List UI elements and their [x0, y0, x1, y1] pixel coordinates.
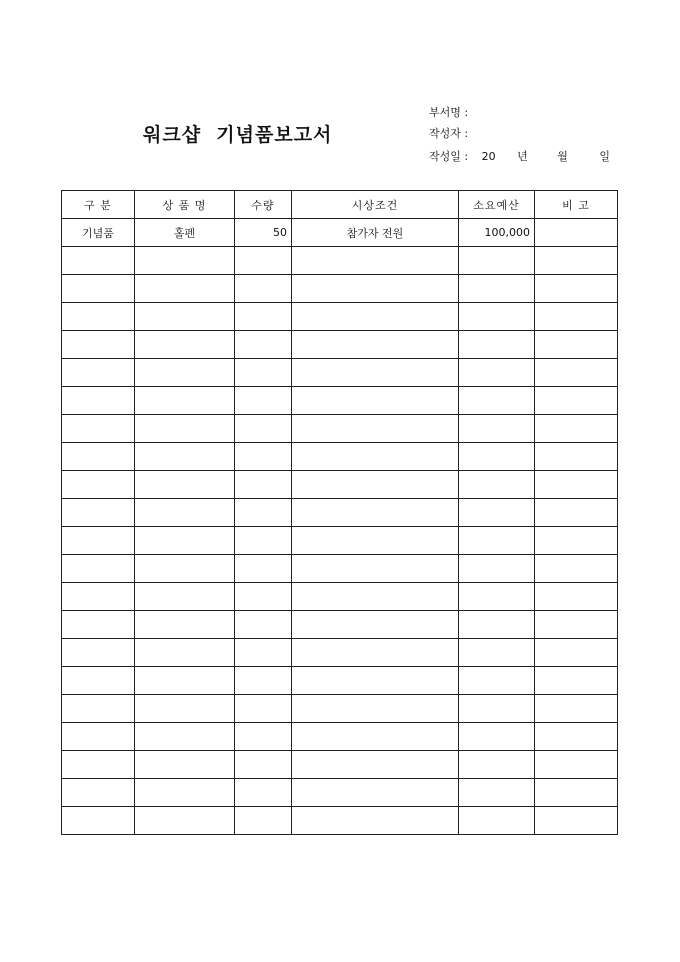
table-row: [62, 387, 618, 415]
cell-item-name[interactable]: [135, 639, 235, 667]
table-row: [62, 247, 618, 275]
cell-budget[interactable]: [459, 723, 535, 751]
cell-item-name[interactable]: [135, 247, 235, 275]
cell-remarks[interactable]: [535, 247, 618, 275]
cell-budget[interactable]: [459, 443, 535, 471]
cell-item-name[interactable]: [135, 583, 235, 611]
header-budget: 소요예산: [459, 191, 535, 219]
cell-quantity[interactable]: [235, 751, 292, 779]
cell-award-condition[interactable]: [292, 807, 459, 835]
department-field: [429, 104, 468, 120]
cell-category[interactable]: [62, 387, 135, 415]
cell-remarks[interactable]: [535, 779, 618, 807]
cell-quantity[interactable]: [235, 639, 292, 667]
cell-quantity[interactable]: 50: [235, 219, 292, 247]
cell-quantity[interactable]: [235, 779, 292, 807]
cell-category[interactable]: [62, 471, 135, 499]
cell-budget[interactable]: [459, 583, 535, 611]
cell-category[interactable]: [62, 723, 135, 751]
cell-item-name[interactable]: [135, 667, 235, 695]
table-row: [62, 275, 618, 303]
cell-remarks[interactable]: [535, 471, 618, 499]
cell-remarks[interactable]: [535, 695, 618, 723]
gift-report-table: [61, 190, 618, 835]
cell-item-name[interactable]: [135, 695, 235, 723]
cell-category[interactable]: [62, 555, 135, 583]
table-row: [62, 443, 618, 471]
cell-award-condition[interactable]: [292, 555, 459, 583]
cell-quantity[interactable]: [235, 471, 292, 499]
table-row: [62, 415, 618, 443]
cell-category[interactable]: [62, 695, 135, 723]
cell-category[interactable]: [62, 527, 135, 555]
table-row: [62, 555, 618, 583]
table-row: [62, 751, 618, 779]
table-row: [62, 499, 618, 527]
table-row: [62, 667, 618, 695]
date-month-unit: 월: [557, 150, 568, 163]
table-row: [62, 583, 618, 611]
header-quantity: 수량: [235, 191, 292, 219]
date-year-prefix: 20: [481, 150, 496, 163]
cell-quantity[interactable]: [235, 555, 292, 583]
table-header-row: [62, 191, 618, 219]
cell-quantity[interactable]: [235, 667, 292, 695]
cell-remarks[interactable]: [535, 275, 618, 303]
cell-award-condition[interactable]: [292, 443, 459, 471]
cell-award-condition[interactable]: [292, 247, 459, 275]
cell-budget[interactable]: [459, 387, 535, 415]
cell-remarks[interactable]: [535, 639, 618, 667]
date-field: [429, 148, 610, 164]
table-row: [62, 639, 618, 667]
cell-budget[interactable]: [459, 639, 535, 667]
cell-budget[interactable]: [459, 555, 535, 583]
cell-item-name[interactable]: [135, 331, 235, 359]
cell-quantity[interactable]: [235, 695, 292, 723]
cell-category[interactable]: [62, 303, 135, 331]
cell-quantity[interactable]: [235, 499, 292, 527]
cell-quantity[interactable]: [235, 247, 292, 275]
cell-budget[interactable]: [459, 359, 535, 387]
cell-budget[interactable]: [459, 695, 535, 723]
cell-budget[interactable]: [459, 779, 535, 807]
cell-award-condition[interactable]: [292, 779, 459, 807]
cell-budget[interactable]: [459, 331, 535, 359]
table-row: [62, 695, 618, 723]
cell-award-condition[interactable]: 참가자 전원: [292, 219, 459, 247]
cell-quantity[interactable]: [235, 331, 292, 359]
cell-category[interactable]: 기념품: [62, 219, 135, 247]
cell-category[interactable]: [62, 499, 135, 527]
cell-item-name[interactable]: [135, 555, 235, 583]
table-row: [62, 359, 618, 387]
cell-category[interactable]: [62, 611, 135, 639]
cell-budget[interactable]: [459, 527, 535, 555]
table-row: [62, 611, 618, 639]
document-title: 워크샵 기념품보고서: [143, 124, 333, 146]
cell-item-name[interactable]: [135, 415, 235, 443]
cell-remarks[interactable]: [535, 387, 618, 415]
cell-quantity[interactable]: [235, 359, 292, 387]
cell-category[interactable]: [62, 667, 135, 695]
cell-budget[interactable]: [459, 415, 535, 443]
table-body: [62, 219, 618, 835]
cell-award-condition[interactable]: [292, 303, 459, 331]
cell-remarks[interactable]: [535, 667, 618, 695]
cell-remarks[interactable]: [535, 555, 618, 583]
cell-category[interactable]: [62, 331, 135, 359]
cell-item-name[interactable]: [135, 807, 235, 835]
header-remarks: 비 고: [535, 191, 618, 219]
table-row: [62, 219, 618, 247]
cell-item-name[interactable]: [135, 471, 235, 499]
cell-award-condition[interactable]: [292, 499, 459, 527]
cell-item-name[interactable]: [135, 303, 235, 331]
cell-budget[interactable]: [459, 807, 535, 835]
cell-award-condition[interactable]: [292, 471, 459, 499]
cell-award-condition[interactable]: [292, 639, 459, 667]
cell-category[interactable]: [62, 247, 135, 275]
cell-remarks[interactable]: [535, 723, 618, 751]
cell-category[interactable]: [62, 359, 135, 387]
cell-remarks[interactable]: [535, 443, 618, 471]
cell-remarks[interactable]: [535, 499, 618, 527]
date-label: 작성일 :: [429, 150, 469, 163]
cell-category[interactable]: [62, 443, 135, 471]
cell-item-name[interactable]: [135, 723, 235, 751]
cell-category[interactable]: [62, 779, 135, 807]
cell-item-name[interactable]: [135, 527, 235, 555]
cell-item-name[interactable]: [135, 387, 235, 415]
cell-remarks[interactable]: [535, 303, 618, 331]
cell-budget[interactable]: [459, 667, 535, 695]
cell-item-name[interactable]: [135, 611, 235, 639]
cell-remarks[interactable]: [535, 583, 618, 611]
cell-award-condition[interactable]: [292, 751, 459, 779]
cell-category[interactable]: [62, 415, 135, 443]
date-year-unit: 년: [517, 150, 528, 163]
cell-category[interactable]: [62, 583, 135, 611]
cell-quantity[interactable]: [235, 583, 292, 611]
cell-category[interactable]: [62, 751, 135, 779]
cell-remarks[interactable]: [535, 751, 618, 779]
cell-award-condition[interactable]: [292, 359, 459, 387]
cell-remarks[interactable]: [535, 807, 618, 835]
cell-quantity[interactable]: [235, 415, 292, 443]
table-row: [62, 303, 618, 331]
cell-quantity[interactable]: [235, 611, 292, 639]
date-day-unit: 일: [599, 150, 611, 163]
cell-award-condition[interactable]: [292, 275, 459, 303]
cell-award-condition[interactable]: [292, 527, 459, 555]
cell-budget[interactable]: [459, 471, 535, 499]
cell-item-name[interactable]: [135, 499, 235, 527]
cell-quantity[interactable]: [235, 807, 292, 835]
header-category: 구 분: [62, 191, 135, 219]
cell-category[interactable]: [62, 639, 135, 667]
table-row: [62, 723, 618, 751]
cell-budget[interactable]: [459, 611, 535, 639]
cell-quantity[interactable]: [235, 527, 292, 555]
cell-budget[interactable]: [459, 303, 535, 331]
cell-item-name[interactable]: [135, 359, 235, 387]
header-award-condition: 시상조건: [292, 191, 459, 219]
cell-award-condition[interactable]: [292, 387, 459, 415]
table-row: [62, 471, 618, 499]
cell-category[interactable]: [62, 275, 135, 303]
cell-remarks[interactable]: [535, 527, 618, 555]
cell-remarks[interactable]: [535, 331, 618, 359]
author-field: [429, 125, 468, 141]
cell-quantity[interactable]: [235, 303, 292, 331]
cell-remarks[interactable]: [535, 359, 618, 387]
author-label: 작성자 :: [429, 127, 469, 140]
cell-quantity[interactable]: [235, 387, 292, 415]
cell-remarks[interactable]: [535, 415, 618, 443]
table-row: [62, 527, 618, 555]
table-row: [62, 807, 618, 835]
cell-award-condition[interactable]: [292, 695, 459, 723]
cell-item-name[interactable]: [135, 779, 235, 807]
cell-item-name[interactable]: [135, 275, 235, 303]
cell-award-condition[interactable]: [292, 723, 459, 751]
cell-budget[interactable]: 100,000: [459, 219, 535, 247]
cell-quantity[interactable]: [235, 275, 292, 303]
cell-item-name[interactable]: [135, 751, 235, 779]
cell-quantity[interactable]: [235, 723, 292, 751]
department-label: 부서명 :: [429, 106, 469, 119]
cell-remarks[interactable]: [535, 611, 618, 639]
cell-quantity[interactable]: [235, 443, 292, 471]
cell-remarks[interactable]: [535, 219, 618, 247]
cell-award-condition[interactable]: [292, 583, 459, 611]
cell-award-condition[interactable]: [292, 415, 459, 443]
cell-item-name[interactable]: 홀펜: [135, 219, 235, 247]
cell-budget[interactable]: [459, 751, 535, 779]
cell-budget[interactable]: [459, 247, 535, 275]
table-row: [62, 331, 618, 359]
cell-budget[interactable]: [459, 275, 535, 303]
cell-budget[interactable]: [459, 499, 535, 527]
cell-award-condition[interactable]: [292, 331, 459, 359]
cell-award-condition[interactable]: [292, 667, 459, 695]
table-row: [62, 779, 618, 807]
cell-item-name[interactable]: [135, 443, 235, 471]
cell-category[interactable]: [62, 807, 135, 835]
header-item-name: 상 품 명: [135, 191, 235, 219]
cell-award-condition[interactable]: [292, 611, 459, 639]
